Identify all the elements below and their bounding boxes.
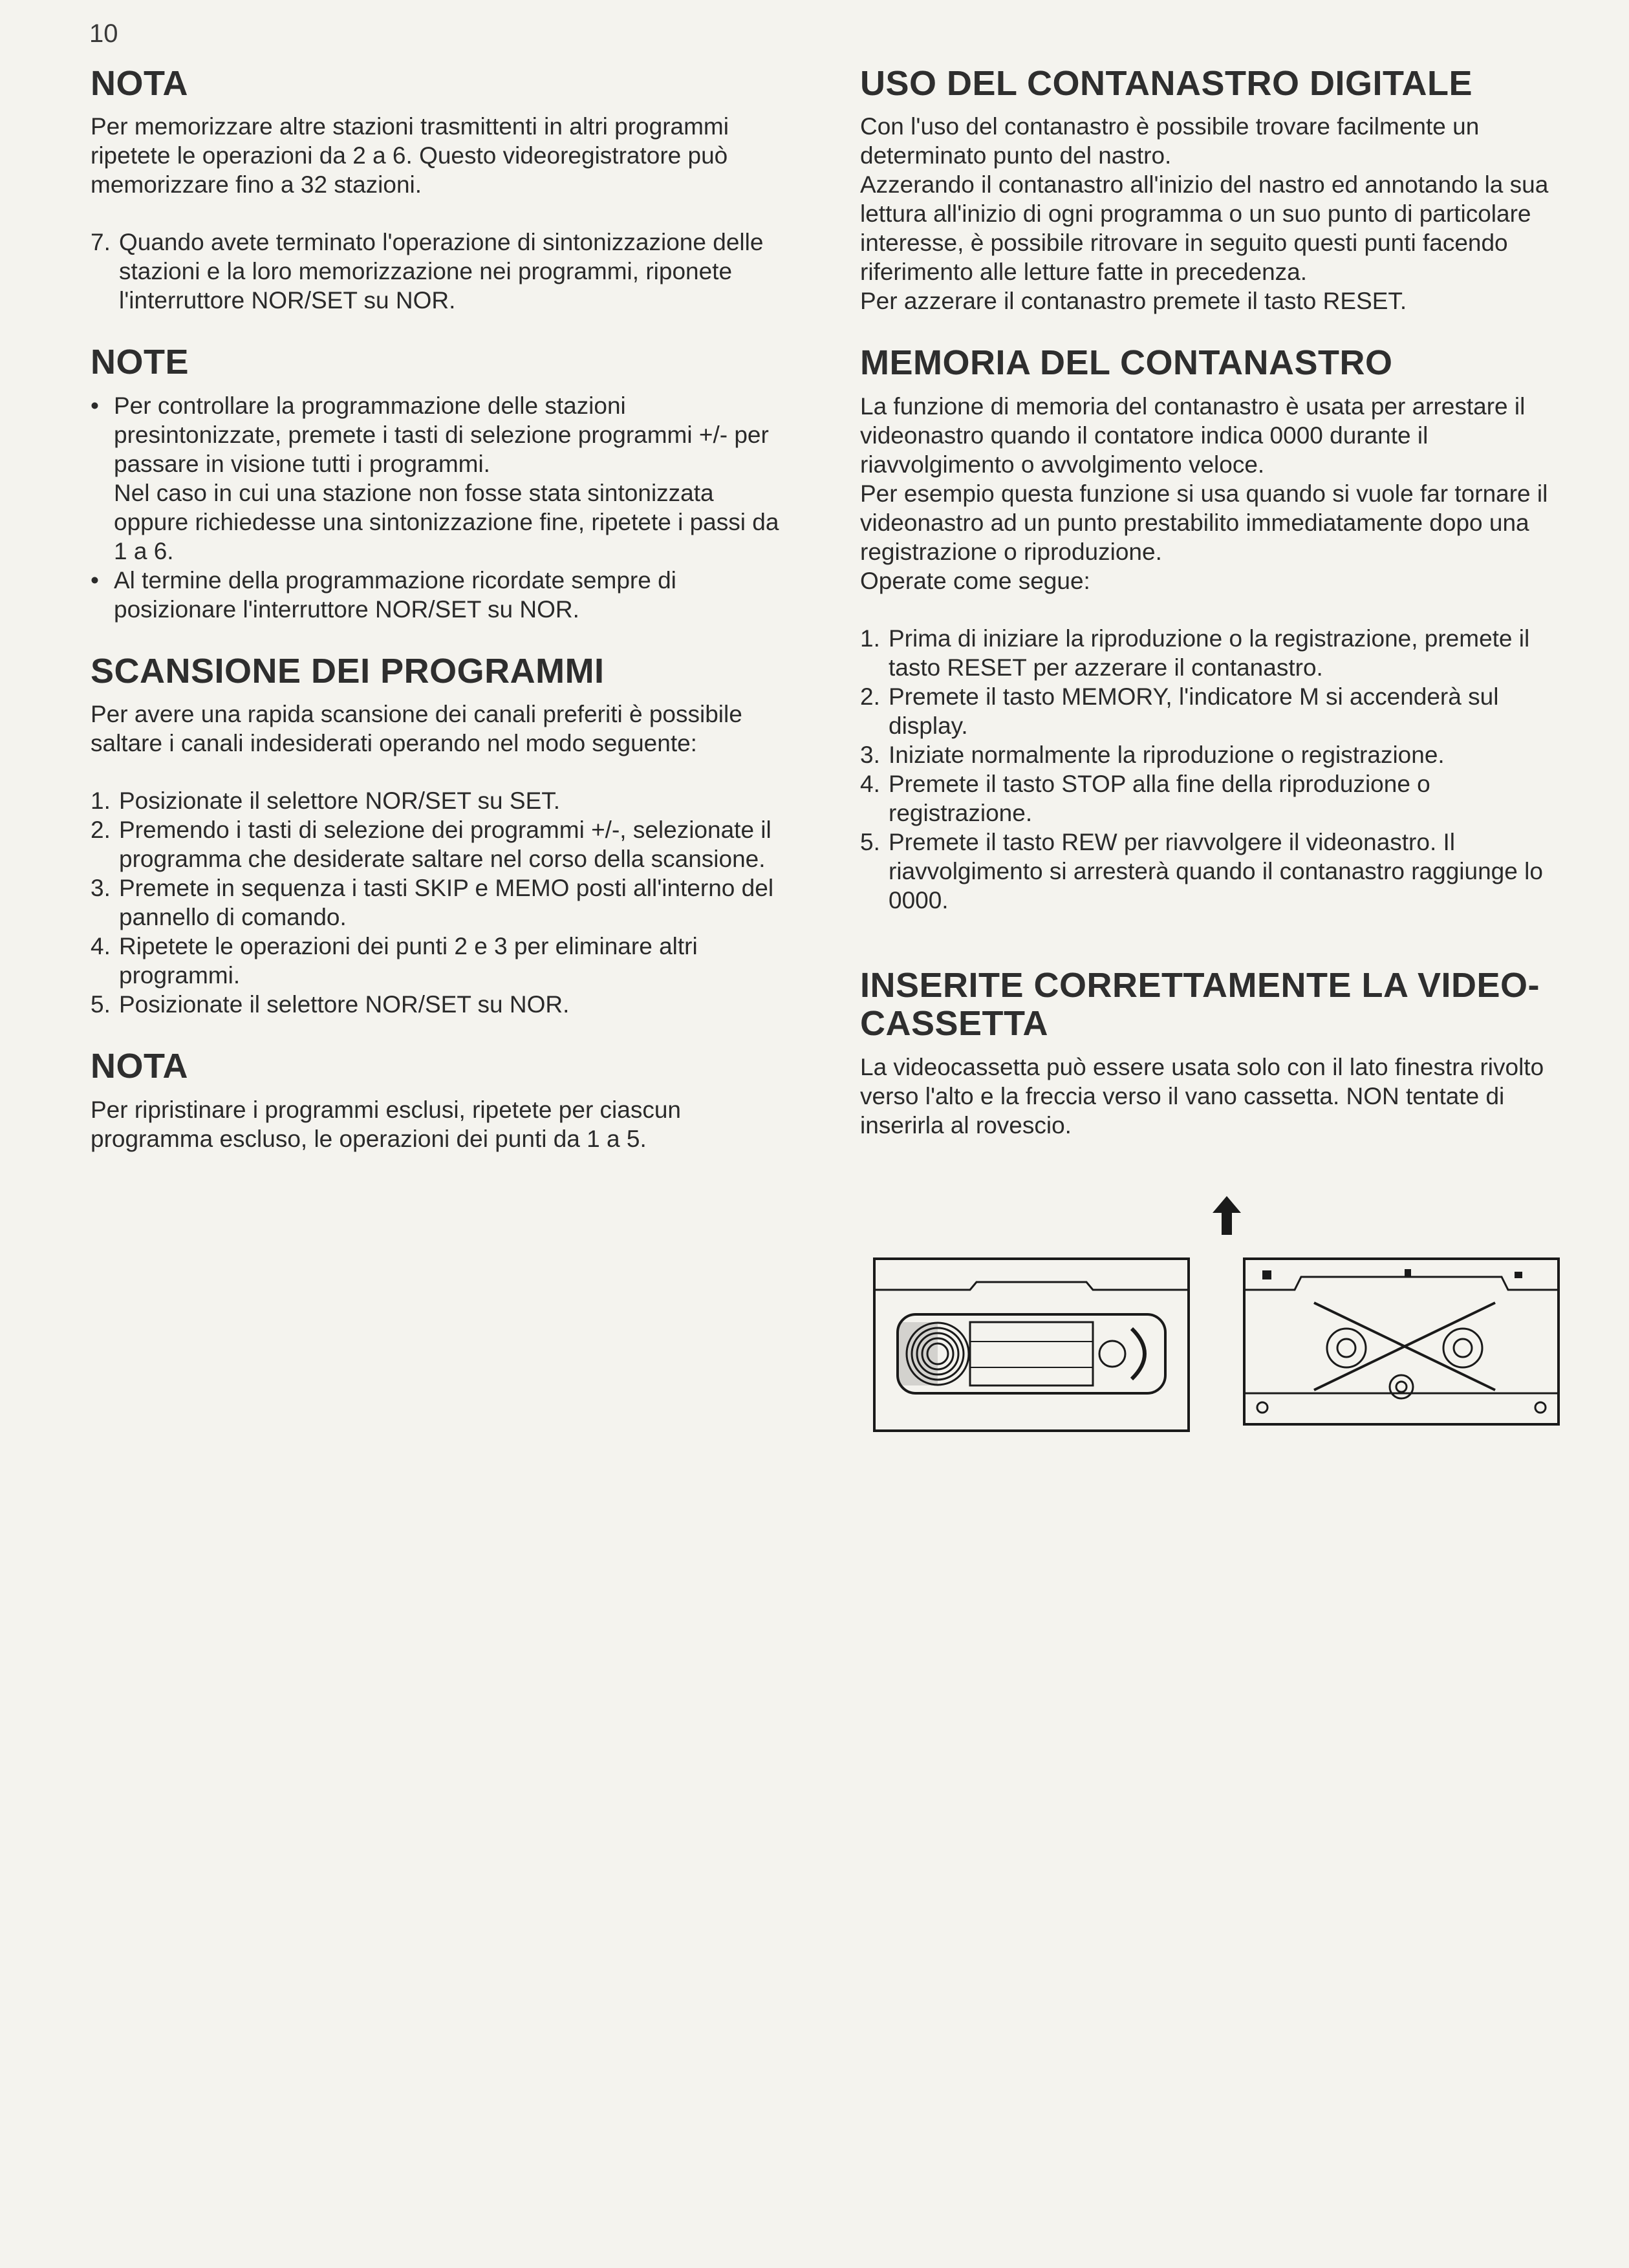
inserite-section <box>860 967 1559 1140</box>
memoria-heading: MEMORIA DEL CONTANASTRO <box>860 343 1393 383</box>
note-bullet-2 <box>91 566 789 624</box>
right-column <box>860 65 1559 1168</box>
nota-2-heading: NOTA <box>91 1047 188 1086</box>
step-number: 4. <box>91 933 111 960</box>
uso-paragraph-3: Per azzerare il contanastro premete il tasto RESET. <box>860 288 1407 315</box>
note-section <box>91 343 789 623</box>
step-number: 1. <box>91 787 111 815</box>
nota-heading: NOTA <box>91 64 188 103</box>
inserite-heading: INSERITE CORRETTAMENTE LA VIDEO-CASSETTA <box>860 965 1540 1043</box>
step-text: Premendo i tasti di selezione dei programmi +/-, selezionate il programma che desiderate saltare nel corso della scansione. <box>119 817 771 873</box>
bullet-text: Al termine della programmazione ricordate sempre di posizionare l'interruttore NOR/SET su NOR. <box>114 566 676 623</box>
step-number: 3. <box>91 875 111 902</box>
step-number: 1. <box>860 625 880 652</box>
step-text: Iniziate normalmente la riproduzione o registrazione. <box>889 741 1445 768</box>
scansione-step <box>91 932 789 990</box>
step-text: Ripetete le operazioni dei punti 2 e 3 per eliminare altri programmi. <box>119 933 698 989</box>
memoria-step <box>860 769 1559 828</box>
bullet-marker: • <box>91 392 99 419</box>
step-number: 3. <box>860 741 880 768</box>
memoria-paragraph-2: Per esempio questa funzione si usa quando si vuole far tornare il videonastro ad un punto prestabilito immediatamente dopo una registrazione o riproduzione. <box>860 480 1548 565</box>
step-text: Premete il tasto REW per riavvolgere il videonastro. Il riavvolgimento si arresterà quando il contanastro raggiunge lo 0000. <box>889 828 1543 914</box>
step-number: 7. <box>91 229 111 256</box>
nota-2-paragraph: Per ripristinare i programmi esclusi, ripetete per ciascun programma escluso, le operazioni dei punti da 1 a 5. <box>91 1096 682 1152</box>
scansione-heading: SCANSIONE DEI PROGRAMMI <box>91 651 605 690</box>
step-number: 2. <box>860 683 880 710</box>
step-text: Quando avete terminato l'operazione di sintonizzazione delle stazioni e la loro memorizzazione nei programmi, riponete l'interruttore NOR/SET su NOR. <box>119 229 764 314</box>
step-text: Posizionate il selettore NOR/SET su NOR. <box>119 991 570 1018</box>
nota-paragraph: Per memorizzare altre stazioni trasmittenti in altri programmi ripetete le operazioni da 2 a 6. Questo videoregistratore può memorizzare fino a 32 stazioni. <box>91 113 729 198</box>
scansione-step <box>91 786 789 815</box>
left-column <box>91 65 789 1182</box>
inserite-paragraph: La videocassetta può essere usata solo con il lato finestra rivolto verso l'alto e la freccia verso il vano cassetta. NON tentate di inserirla al rovescio. <box>860 1053 1544 1139</box>
bullet-text: Per controllare la programmazione delle stazioni presintonizzate, premete i tasti di selezione programmi +/- per passare in visione tutti i programmi. <box>114 392 769 477</box>
cassette-front-illustration <box>873 1257 1190 1432</box>
uso-paragraph-1: Con l'uso del contanastro è possibile trovare facilmente un determinato punto del nastro. <box>860 113 1480 169</box>
note-bullet-1 <box>91 391 789 566</box>
insert-direction-arrow-icon <box>1213 1196 1241 1235</box>
cassette-back-illustration <box>1243 1257 1560 1426</box>
memoria-step <box>860 624 1559 682</box>
memoria-step <box>860 740 1559 769</box>
step-number: 5. <box>860 828 880 855</box>
uso-section <box>860 65 1559 316</box>
uso-heading: USO DEL CONTANASTRO DIGITALE <box>860 64 1473 103</box>
step-text: Posizionate il selettore NOR/SET su SET. <box>119 787 561 815</box>
memoria-step <box>860 682 1559 740</box>
nota-section <box>91 65 789 315</box>
memoria-section <box>860 344 1559 914</box>
scansione-step <box>91 990 789 1019</box>
scansione-intro: Per avere una rapida scansione dei canali preferiti è possibile saltare i canali indesiderati operando nel modo seguente: <box>91 701 742 757</box>
memoria-paragraph-1: La funzione di memoria del contanastro è usata per arrestare il videonastro quando il contatore indica 0000 durante il riavvolgimento o avvolgimento veloce. <box>860 392 1526 478</box>
bullet-marker: • <box>91 566 99 594</box>
memoria-step <box>860 828 1559 915</box>
scansione-section <box>91 652 789 1019</box>
step-7 <box>91 228 789 315</box>
note-heading: NOTE <box>91 343 189 382</box>
step-text: Premete il tasto MEMORY, l'indicatore M si accenderà sul display. <box>889 683 1499 739</box>
scansione-step <box>91 815 789 873</box>
cassette-figures <box>860 1196 1565 1442</box>
scansione-step <box>91 873 789 932</box>
step-text: Premete in sequenza i tasti SKIP e MEMO posti all'interno del pannello di comando. <box>119 875 774 931</box>
step-text: Premete il tasto STOP alla fine della riproduzione o registrazione. <box>889 770 1430 826</box>
bullet-text-continued: Nel caso in cui una stazione non fosse stata sintonizzata oppure richiedesse una sintonizzazione fine, ripetete i passi da 1 a 6. <box>114 479 779 564</box>
memoria-paragraph-3: Operate come segue: <box>860 567 1090 594</box>
nota-2-section <box>91 1047 789 1153</box>
step-number: 5. <box>91 991 111 1018</box>
step-text: Prima di iniziare la riproduzione o la registrazione, premete il tasto RESET per azzerare il contanastro. <box>889 625 1530 681</box>
page-number: 10 <box>89 19 118 48</box>
uso-paragraph-2: Azzerando il contanastro all'inizio del nastro ed annotando la sua lettura all'inizio di ogni programma o un suo punto di particolare interesse, è possibile ritrovare in seguito questi punti facendo riferimento alle letture fatte in precedenza. <box>860 171 1549 286</box>
step-number: 2. <box>91 817 111 844</box>
step-number: 4. <box>860 770 880 797</box>
